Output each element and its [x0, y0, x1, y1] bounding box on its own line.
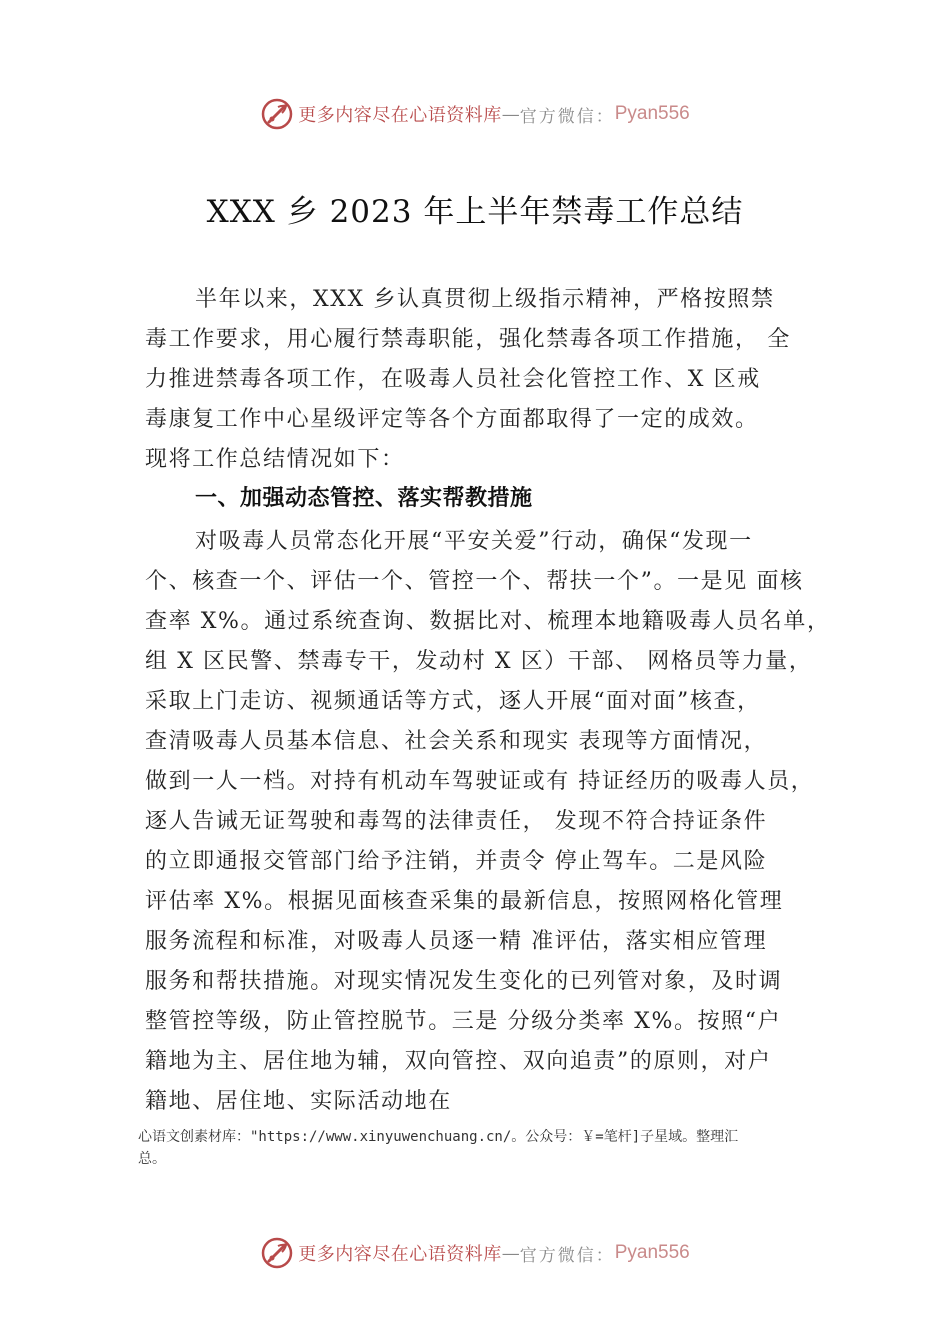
intro-line: 力推进禁毒各项工作，在吸毒人员社会化管控工作、X 区戒 [145, 367, 761, 392]
section-line: 整管控等级，防止管控脱节。三是 分级分类率 X%。按照“户 [145, 1009, 782, 1034]
section-line: 服务和帮扶措施。对现实情况发生变化的已列管对象，及时调 [145, 969, 783, 994]
section-1 [145, 479, 855, 519]
section-heading: 一、加强动态管控、落实帮教措施 [195, 486, 533, 511]
banner-separator: — [501, 103, 520, 125]
section-line: 查清吸毒人员基本信息、社会关系和现实 表现等方面情况， [145, 729, 768, 754]
intro-line: 毒工作要求，用心履行禁毒职能，强化禁毒各项工作措施， 全 [145, 327, 791, 352]
intro-paragraph [145, 280, 855, 480]
section-line: 组 X 区民警、禁毒专干，发动村 X 区）干部、 网格员等力量， [145, 649, 813, 674]
footnote-line: 总。 [138, 1151, 166, 1167]
section-line: 服务流程和标准，对吸毒人员逐一精 准评估，落实相应管理 [145, 929, 768, 954]
section-line: 个、核查一个、评估一个、管控一个、帮扶一个”。一是见 面核 [145, 569, 804, 594]
section-line: 对吸毒人员常态化开展“平安关爱”行动，确保“发现一 [195, 529, 753, 554]
section-line: 做到一人一档。对持有机动车驾驶证或有 持证经历的吸毒人员， [145, 769, 815, 794]
intro-line: 半年以来，XXX 乡认真贯彻上级指示精神，严格按照禁 [195, 287, 775, 312]
top-banner [0, 94, 950, 134]
footnote-line: 心语文创素材库："https://www.xinyuwenchuang.cn/。公众号：￥=笔杆]子星域。整理汇 [138, 1129, 739, 1145]
banner-wechat-id: Pyan556 [614, 1242, 690, 1263]
footnote [138, 1126, 838, 1170]
section-line: 逐人告诫无证驾驶和毒驾的法律责任， 发现不符合持证条件 [145, 809, 768, 834]
quill-seal-icon [260, 1236, 294, 1270]
intro-line: 毒康复工作中心星级评定等各个方面都取得了一定的成效。 [145, 407, 759, 432]
banner-wechat-label: 官方微信： [519, 106, 615, 127]
quill-seal-icon [260, 97, 294, 131]
banner-wechat-id: Pyan556 [614, 103, 690, 124]
intro-line: 现将工作总结情况如下： [145, 447, 405, 472]
banner-wechat-label: 官方微信： [519, 1245, 615, 1266]
section-line: 籍地为主、居住地为辅，双向管控、双向追责”的原则，对户 [145, 1049, 772, 1074]
document-title: XXX 乡 2023 年上半年禁毒工作总结 [206, 194, 744, 230]
section-line: 评估率 X%。根据见面核查采集的最新信息，按照网格化管理 [145, 889, 784, 914]
section-line: 查率 X%。通过系统查询、数据比对、梳理本地籍吸毒人员名单， [145, 609, 831, 634]
section-line: 籍地、居住地、实际活动地在 [145, 1089, 452, 1114]
banner-main-text: 更多内容尽在心语资料库 [298, 105, 502, 126]
section-1-body [145, 522, 855, 1122]
bottom-banner [0, 1233, 950, 1273]
section-line: 的立即通报交管部门给予注销，并责令 停止驾车。二是风险 [145, 849, 768, 874]
section-line: 采取上门走访、视频通话等方式，逐人开展“面对面”核查， [145, 689, 761, 714]
banner-separator: — [501, 1242, 520, 1264]
banner-main-text: 更多内容尽在心语资料库 [298, 1244, 502, 1265]
